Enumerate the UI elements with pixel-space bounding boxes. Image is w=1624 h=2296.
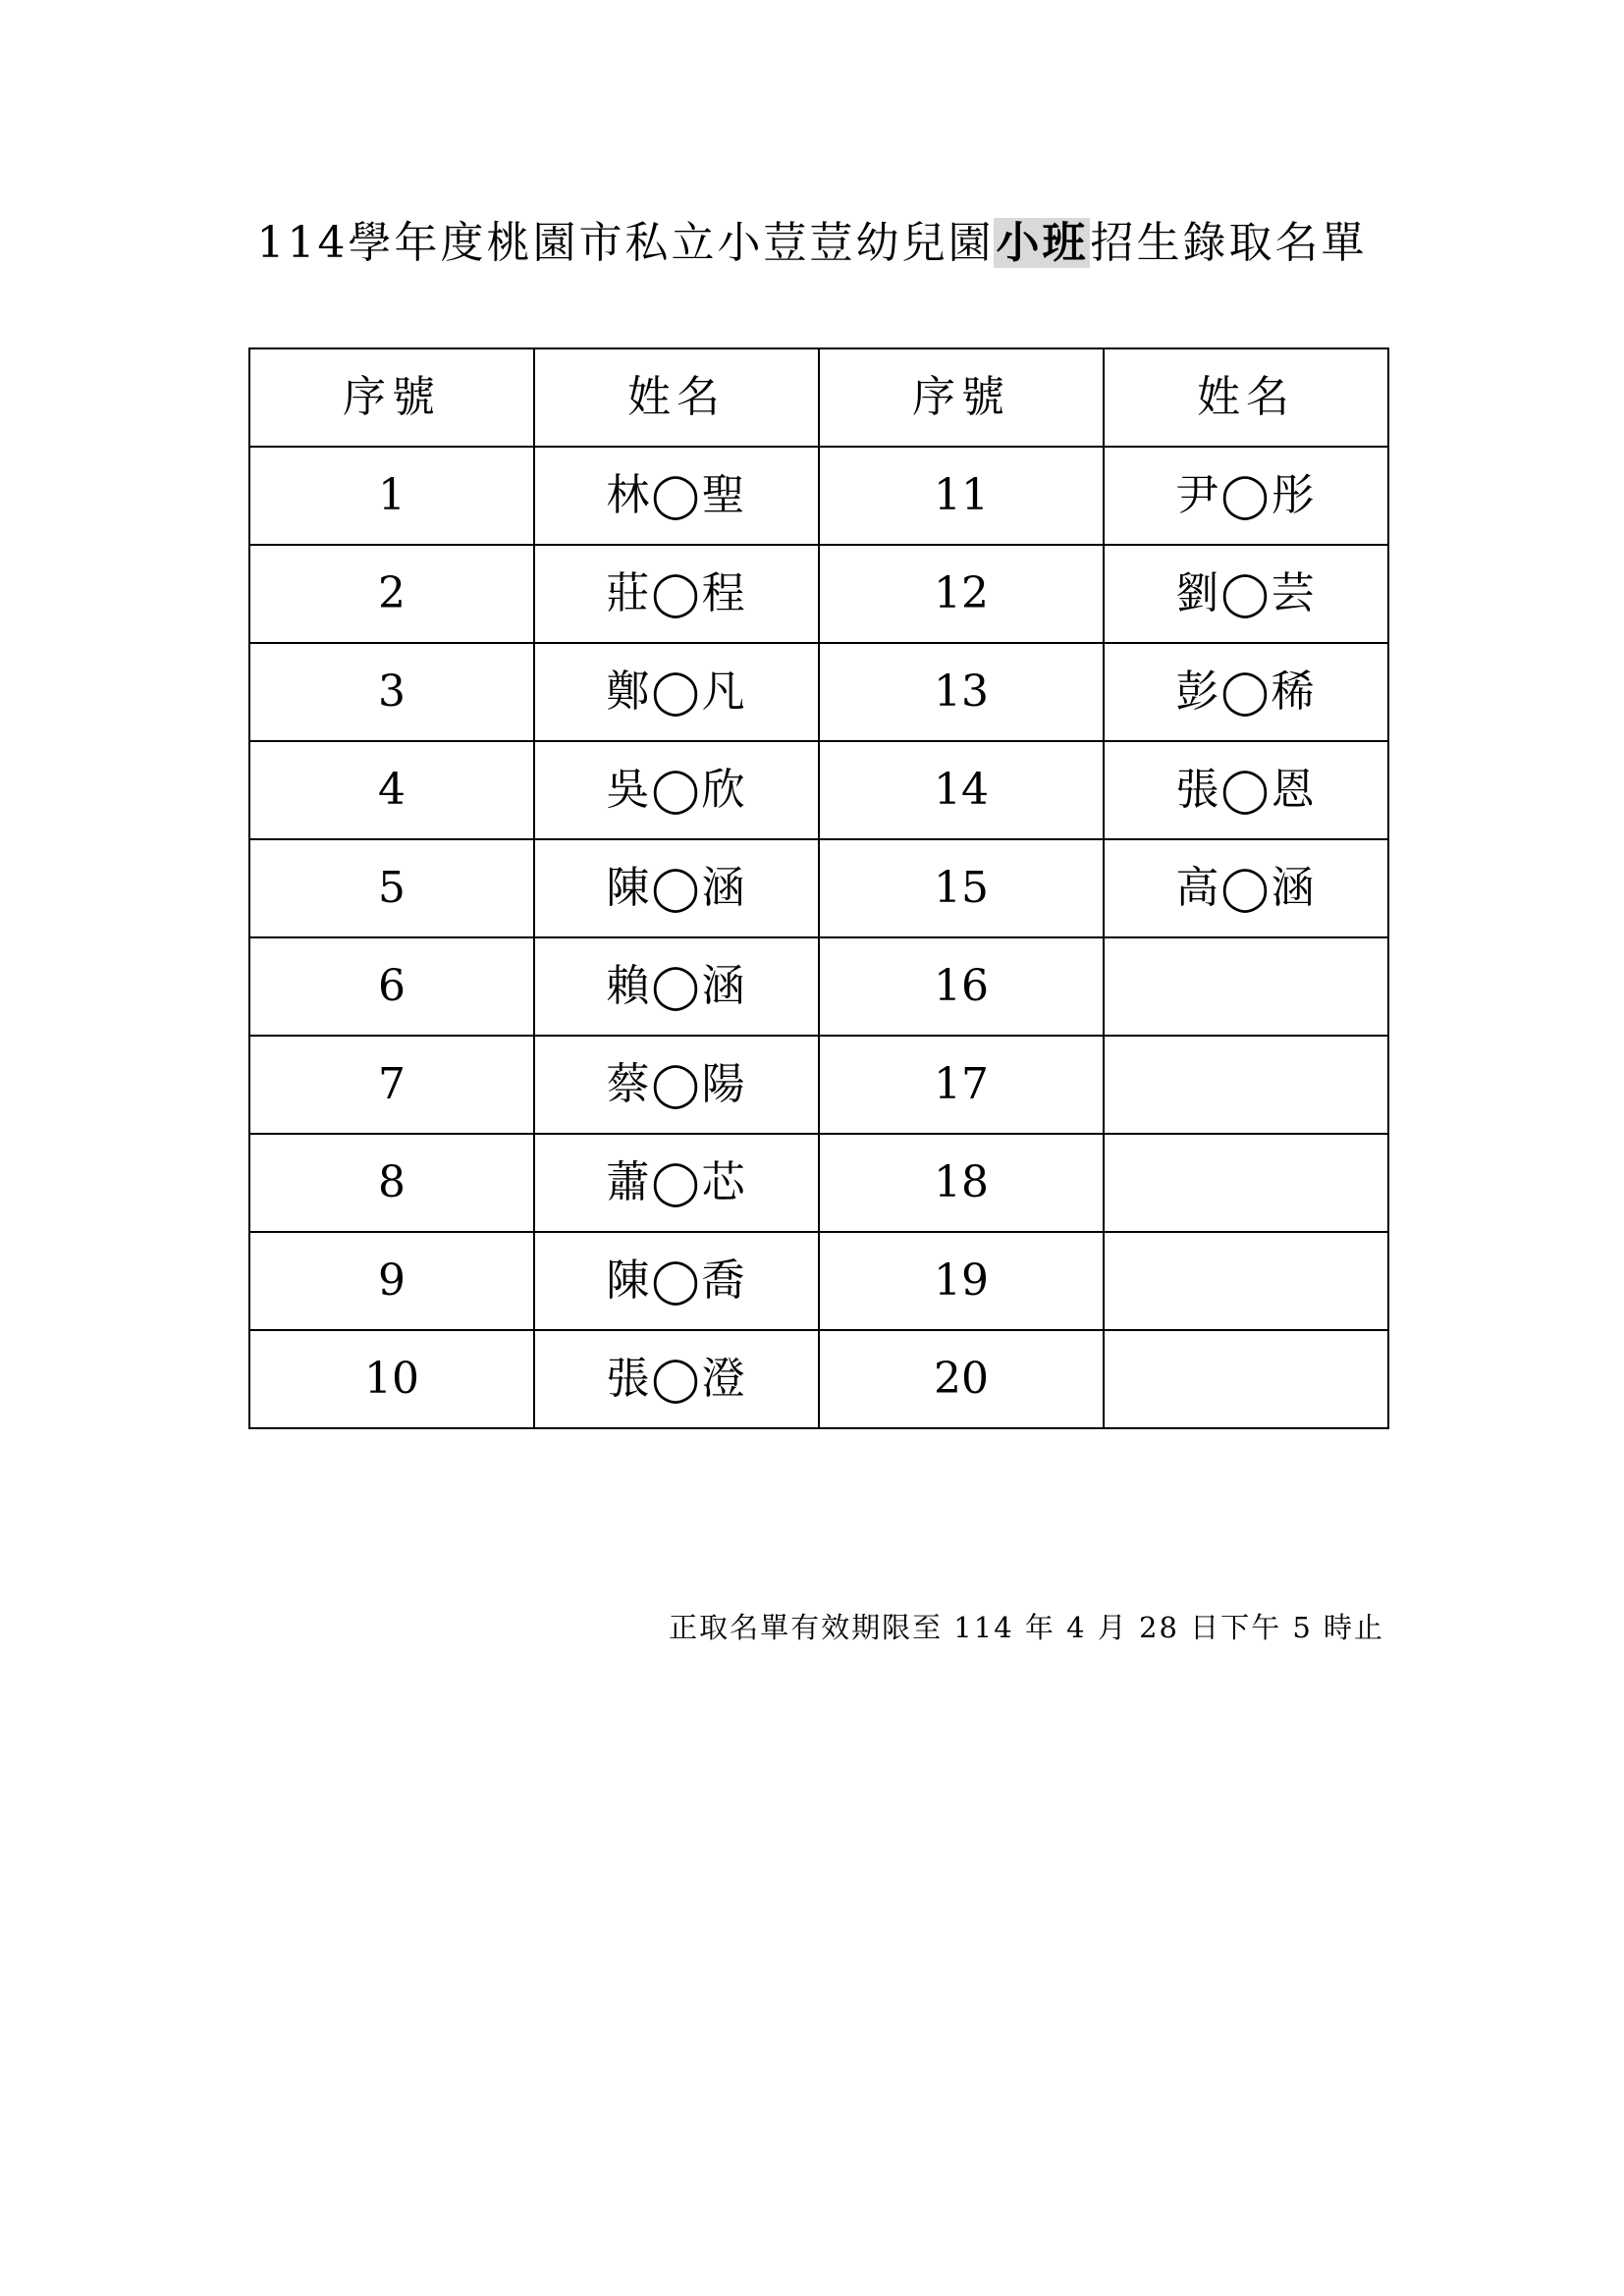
table-row (249, 1134, 1388, 1232)
table-row (249, 839, 1388, 937)
serial-cell: 12 (819, 545, 1104, 643)
title-text: 114學年度桃園市私立小荳荳幼兒園 (256, 218, 995, 268)
name-cell (1104, 937, 1388, 1036)
serial-cell: 13 (819, 643, 1104, 741)
name-cell: 張◯恩 (1104, 741, 1388, 839)
validity-note: 正取名單有效期限至 114 年 4 月 28 日下午 5 時止 (669, 1611, 1384, 1644)
name-cell: 張◯澄 (534, 1330, 819, 1428)
name-cell: 陳◯喬 (534, 1232, 819, 1330)
serial-cell: 18 (819, 1134, 1104, 1232)
serial-cell: 5 (249, 839, 534, 937)
serial-cell: 6 (249, 937, 534, 1036)
serial-cell: 15 (819, 839, 1104, 937)
page-title (0, 214, 1624, 273)
name-cell: 陳◯涵 (534, 839, 819, 937)
name-cell (1104, 1232, 1388, 1330)
serial-cell: 16 (819, 937, 1104, 1036)
header-serial-right: 序號 (819, 348, 1104, 447)
table-row (249, 1232, 1388, 1330)
name-cell: 莊◯程 (534, 545, 819, 643)
name-cell: 尹◯彤 (1104, 447, 1388, 545)
serial-cell: 4 (249, 741, 534, 839)
serial-cell: 10 (249, 1330, 534, 1428)
name-cell (1104, 1330, 1388, 1428)
serial-cell: 17 (819, 1036, 1104, 1134)
serial-cell: 19 (819, 1232, 1104, 1330)
table-row (249, 447, 1388, 545)
table-row (249, 1036, 1388, 1134)
name-cell (1104, 1036, 1388, 1134)
serial-cell: 7 (249, 1036, 534, 1134)
table-row (249, 1330, 1388, 1428)
serial-cell: 9 (249, 1232, 534, 1330)
name-cell: 蕭◯芯 (534, 1134, 819, 1232)
table-row (249, 741, 1388, 839)
admission-table (248, 347, 1389, 1429)
name-cell: 劉◯芸 (1104, 545, 1388, 643)
serial-cell: 3 (249, 643, 534, 741)
name-cell: 高◯涵 (1104, 839, 1388, 937)
title-text-end: 招生錄取名單 (1090, 218, 1368, 268)
name-cell: 林◯聖 (534, 447, 819, 545)
header-name-right: 姓名 (1104, 348, 1388, 447)
serial-cell: 8 (249, 1134, 534, 1232)
header-serial-left: 序號 (249, 348, 534, 447)
title-highlight: 小班 (996, 218, 1089, 268)
name-cell (1104, 1134, 1388, 1232)
serial-cell: 1 (249, 447, 534, 545)
serial-cell: 20 (819, 1330, 1104, 1428)
name-cell: 彭◯稀 (1104, 643, 1388, 741)
name-cell: 賴◯涵 (534, 937, 819, 1036)
table-row (249, 545, 1388, 643)
name-cell: 鄭◯凡 (534, 643, 819, 741)
header-row (249, 348, 1388, 447)
table-row (249, 643, 1388, 741)
serial-cell: 11 (819, 447, 1104, 545)
table-row (249, 937, 1388, 1036)
serial-cell: 14 (819, 741, 1104, 839)
name-cell: 吳◯欣 (534, 741, 819, 839)
name-cell: 蔡◯陽 (534, 1036, 819, 1134)
header-name-left: 姓名 (534, 348, 819, 447)
serial-cell: 2 (249, 545, 534, 643)
